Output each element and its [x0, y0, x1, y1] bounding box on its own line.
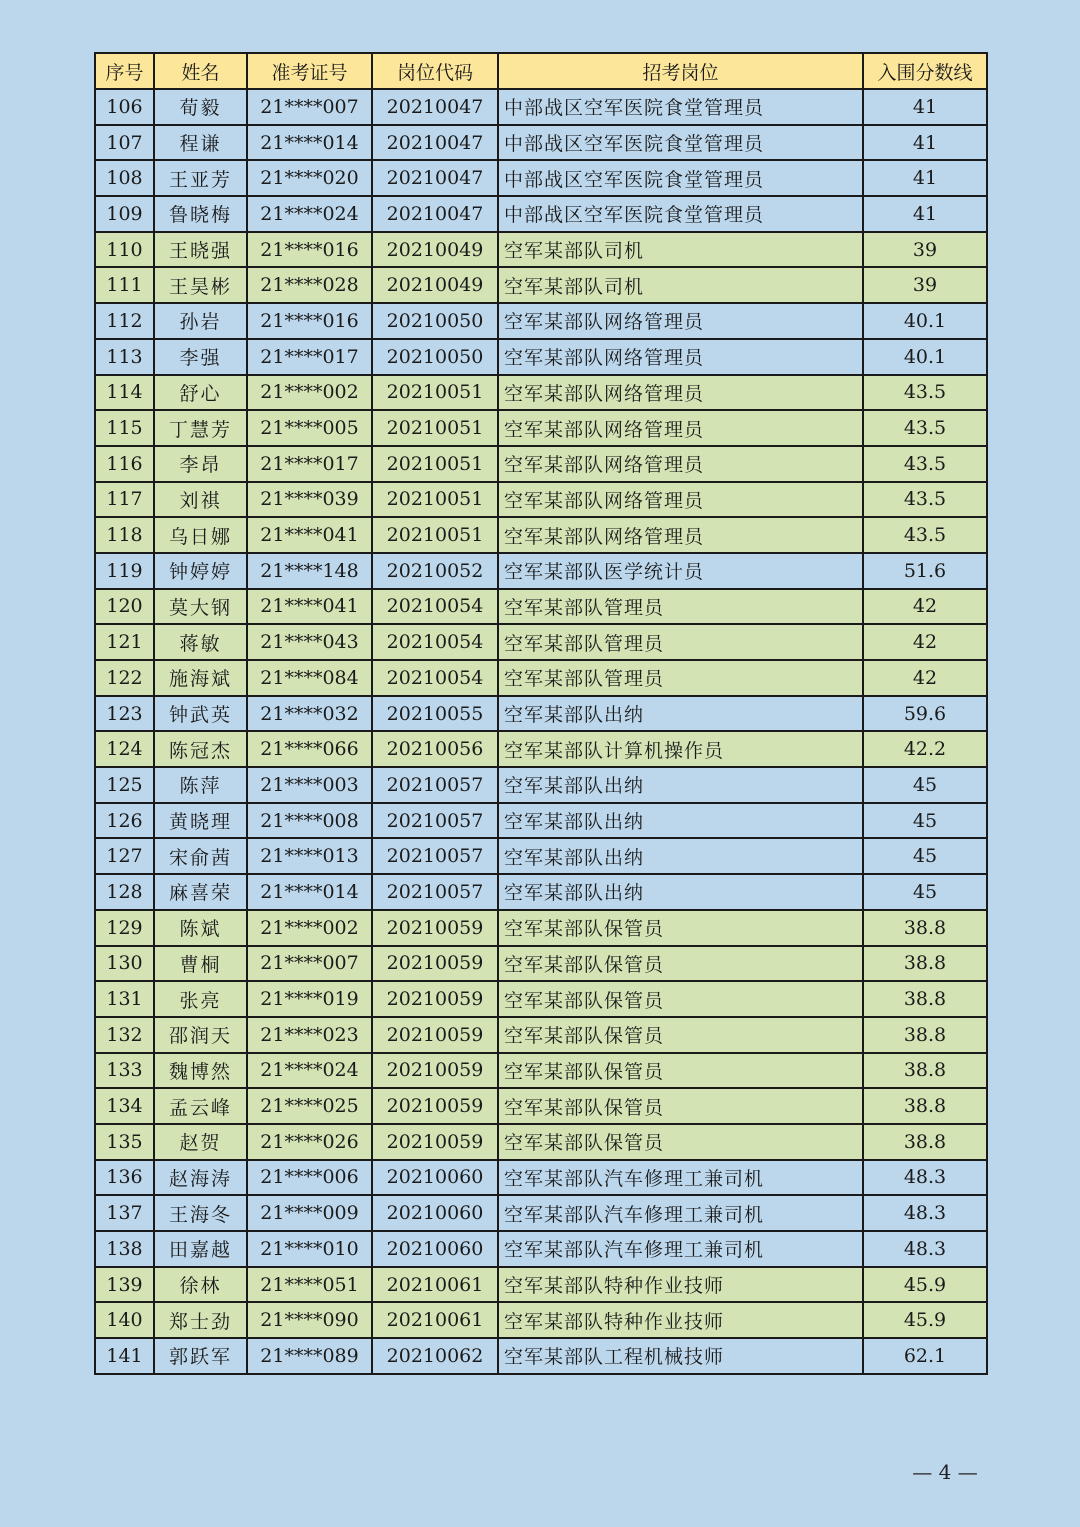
cell-ticket-number: 21****028 — [247, 267, 372, 303]
cell-ticket-number: 21****039 — [247, 482, 372, 518]
cell-post-code: 20210057 — [372, 767, 498, 803]
cell-serial-number: 107 — [95, 125, 154, 161]
cell-name: 荀毅 — [154, 89, 247, 125]
cell-serial-number: 127 — [95, 838, 154, 874]
header-cutoff-score: 入围分数线 — [863, 53, 987, 89]
cell-post-code: 20210060 — [372, 1231, 498, 1267]
cell-ticket-number: 21****002 — [247, 375, 372, 411]
cell-cutoff-score: 39 — [863, 267, 987, 303]
cell-post-code: 20210055 — [372, 696, 498, 732]
cell-post-code: 20210060 — [372, 1160, 498, 1196]
cell-ticket-number: 21****041 — [247, 589, 372, 625]
table-header-row — [95, 53, 987, 89]
cell-post-title: 中部战区空军医院食堂管理员 — [498, 125, 863, 161]
cell-ticket-number: 21****013 — [247, 838, 372, 874]
cell-name: 赵海涛 — [154, 1160, 247, 1196]
cell-serial-number: 106 — [95, 89, 154, 125]
cell-name: 郑士劲 — [154, 1302, 247, 1338]
cell-cutoff-score: 45.9 — [863, 1267, 987, 1303]
cell-serial-number: 111 — [95, 267, 154, 303]
cell-post-title: 空军某部队特种作业技师 — [498, 1267, 863, 1303]
cell-name: 施海斌 — [154, 660, 247, 696]
cell-post-title: 空军某部队汽车修理工兼司机 — [498, 1160, 863, 1196]
cell-ticket-number: 21****026 — [247, 1124, 372, 1160]
cell-post-title: 空军某部队管理员 — [498, 660, 863, 696]
cell-name: 邵润天 — [154, 1017, 247, 1053]
table-row — [95, 1195, 987, 1231]
cell-post-title: 空军某部队保管员 — [498, 1124, 863, 1160]
cell-post-title: 中部战区空军医院食堂管理员 — [498, 160, 863, 196]
cell-post-code: 20210050 — [372, 303, 498, 339]
cell-serial-number: 131 — [95, 981, 154, 1017]
cell-name: 陈萍 — [154, 767, 247, 803]
cell-ticket-number: 21****148 — [247, 553, 372, 589]
cell-serial-number: 123 — [95, 696, 154, 732]
table-row — [95, 446, 987, 482]
cell-post-title: 空军某部队司机 — [498, 232, 863, 268]
cell-serial-number: 130 — [95, 946, 154, 982]
cell-cutoff-score: 51.6 — [863, 553, 987, 589]
cell-ticket-number: 21****090 — [247, 1302, 372, 1338]
table-row — [95, 303, 987, 339]
table-row — [95, 1124, 987, 1160]
cell-post-code: 20210059 — [372, 1053, 498, 1089]
cell-cutoff-score: 38.8 — [863, 1053, 987, 1089]
cell-post-title: 空军某部队保管员 — [498, 1017, 863, 1053]
cell-post-title: 空军某部队司机 — [498, 267, 863, 303]
cell-cutoff-score: 40.1 — [863, 339, 987, 375]
cell-post-title: 空军某部队网络管理员 — [498, 482, 863, 518]
cell-post-title: 空军某部队网络管理员 — [498, 410, 863, 446]
table-row — [95, 1017, 987, 1053]
cell-name: 孟云峰 — [154, 1088, 247, 1124]
cell-post-code: 20210052 — [372, 553, 498, 589]
cell-serial-number: 124 — [95, 731, 154, 767]
table-row — [95, 981, 987, 1017]
cell-cutoff-score: 42 — [863, 660, 987, 696]
cell-post-code: 20210050 — [372, 339, 498, 375]
cell-post-title: 空军某部队出纳 — [498, 803, 863, 839]
cell-name: 麻喜荣 — [154, 874, 247, 910]
table-row — [95, 553, 987, 589]
cell-serial-number: 129 — [95, 910, 154, 946]
cell-cutoff-score: 43.5 — [863, 446, 987, 482]
cell-cutoff-score: 42 — [863, 624, 987, 660]
cell-name: 宋俞茜 — [154, 838, 247, 874]
cell-ticket-number: 21****089 — [247, 1338, 372, 1374]
cell-post-code: 20210051 — [372, 375, 498, 411]
cell-post-code: 20210054 — [372, 660, 498, 696]
cell-post-code: 20210047 — [372, 89, 498, 125]
cell-serial-number: 137 — [95, 1195, 154, 1231]
cell-cutoff-score: 42 — [863, 589, 987, 625]
cell-cutoff-score: 39 — [863, 232, 987, 268]
cell-name: 田嘉越 — [154, 1231, 247, 1267]
header-name: 姓名 — [154, 53, 247, 89]
cell-cutoff-score: 45.9 — [863, 1302, 987, 1338]
cell-post-code: 20210059 — [372, 1124, 498, 1160]
cell-ticket-number: 21****009 — [247, 1195, 372, 1231]
cell-cutoff-score: 45 — [863, 874, 987, 910]
cell-post-code: 20210057 — [372, 803, 498, 839]
header-ticket-number: 准考证号 — [247, 53, 372, 89]
cell-ticket-number: 21****043 — [247, 624, 372, 660]
cell-cutoff-score: 41 — [863, 196, 987, 232]
cell-ticket-number: 21****041 — [247, 517, 372, 553]
cell-post-code: 20210049 — [372, 267, 498, 303]
cell-serial-number: 108 — [95, 160, 154, 196]
cell-ticket-number: 21****084 — [247, 660, 372, 696]
cell-post-title: 空军某部队网络管理员 — [498, 303, 863, 339]
table-row — [95, 375, 987, 411]
cell-post-title: 空军某部队网络管理员 — [498, 517, 863, 553]
cell-serial-number: 132 — [95, 1017, 154, 1053]
cell-ticket-number: 21****016 — [247, 303, 372, 339]
cell-serial-number: 126 — [95, 803, 154, 839]
table-row — [95, 482, 987, 518]
cell-ticket-number: 21****017 — [247, 446, 372, 482]
table-row — [95, 1338, 987, 1374]
table-row — [95, 767, 987, 803]
cell-post-title: 空军某部队保管员 — [498, 981, 863, 1017]
cell-post-code: 20210047 — [372, 196, 498, 232]
table-row — [95, 125, 987, 161]
cell-name: 蒋敏 — [154, 624, 247, 660]
cell-ticket-number: 21****016 — [247, 232, 372, 268]
cell-post-code: 20210059 — [372, 910, 498, 946]
cell-cutoff-score: 40.1 — [863, 303, 987, 339]
cell-serial-number: 112 — [95, 303, 154, 339]
cell-name: 郭跃军 — [154, 1338, 247, 1374]
cell-post-title: 空军某部队特种作业技师 — [498, 1302, 863, 1338]
cell-cutoff-score: 62.1 — [863, 1338, 987, 1374]
cell-post-title: 空军某部队网络管理员 — [498, 446, 863, 482]
cell-serial-number: 134 — [95, 1088, 154, 1124]
table-row — [95, 517, 987, 553]
cell-post-code: 20210056 — [372, 731, 498, 767]
table-row — [95, 1267, 987, 1303]
cell-ticket-number: 21****066 — [247, 731, 372, 767]
cell-name: 舒心 — [154, 375, 247, 411]
cell-serial-number: 109 — [95, 196, 154, 232]
cell-ticket-number: 21****002 — [247, 910, 372, 946]
cell-cutoff-score: 41 — [863, 160, 987, 196]
cell-ticket-number: 21****014 — [247, 125, 372, 161]
cell-name: 刘祺 — [154, 482, 247, 518]
table-row — [95, 160, 987, 196]
cell-serial-number: 133 — [95, 1053, 154, 1089]
cell-name: 王昊彬 — [154, 267, 247, 303]
cell-post-title: 空军某部队出纳 — [498, 696, 863, 732]
cell-post-code: 20210059 — [372, 1088, 498, 1124]
cell-cutoff-score: 45 — [863, 803, 987, 839]
cell-ticket-number: 21****024 — [247, 196, 372, 232]
cell-post-title: 空军某部队管理员 — [498, 624, 863, 660]
cell-cutoff-score: 42.2 — [863, 731, 987, 767]
cell-cutoff-score: 38.8 — [863, 981, 987, 1017]
table-row — [95, 89, 987, 125]
cell-ticket-number: 21****008 — [247, 803, 372, 839]
cell-serial-number: 125 — [95, 767, 154, 803]
cell-ticket-number: 21****020 — [247, 160, 372, 196]
cell-serial-number: 120 — [95, 589, 154, 625]
cell-post-code: 20210051 — [372, 482, 498, 518]
cell-name: 陈斌 — [154, 910, 247, 946]
table-row — [95, 339, 987, 375]
table-row — [95, 660, 987, 696]
cell-serial-number: 136 — [95, 1160, 154, 1196]
cell-ticket-number: 21****023 — [247, 1017, 372, 1053]
cell-serial-number: 117 — [95, 482, 154, 518]
cell-post-title: 空军某部队汽车修理工兼司机 — [498, 1195, 863, 1231]
cell-post-title: 空军某部队保管员 — [498, 1053, 863, 1089]
cell-serial-number: 114 — [95, 375, 154, 411]
cell-post-code: 20210047 — [372, 125, 498, 161]
cell-serial-number: 118 — [95, 517, 154, 553]
cell-serial-number: 119 — [95, 553, 154, 589]
cell-serial-number: 121 — [95, 624, 154, 660]
cell-serial-number: 113 — [95, 339, 154, 375]
table-row — [95, 410, 987, 446]
header-post-title: 招考岗位 — [498, 53, 863, 89]
cell-name: 陈冠杰 — [154, 731, 247, 767]
cell-cutoff-score: 48.3 — [863, 1195, 987, 1231]
cell-name: 徐林 — [154, 1267, 247, 1303]
table-row — [95, 1302, 987, 1338]
cell-serial-number: 139 — [95, 1267, 154, 1303]
cell-post-code: 20210051 — [372, 410, 498, 446]
cell-name: 赵贺 — [154, 1124, 247, 1160]
cell-ticket-number: 21****017 — [247, 339, 372, 375]
cell-post-title: 空军某部队保管员 — [498, 910, 863, 946]
cell-ticket-number: 21****032 — [247, 696, 372, 732]
table-row — [95, 696, 987, 732]
cell-post-code: 20210060 — [372, 1195, 498, 1231]
cell-post-code: 20210051 — [372, 517, 498, 553]
cell-cutoff-score: 43.5 — [863, 517, 987, 553]
cell-ticket-number: 21****003 — [247, 767, 372, 803]
cell-cutoff-score: 45 — [863, 767, 987, 803]
cell-post-code: 20210054 — [372, 624, 498, 660]
cell-cutoff-score: 48.3 — [863, 1231, 987, 1267]
cell-ticket-number: 21****051 — [247, 1267, 372, 1303]
cell-serial-number: 140 — [95, 1302, 154, 1338]
cell-name: 钟武英 — [154, 696, 247, 732]
cell-cutoff-score: 41 — [863, 125, 987, 161]
table-row — [95, 874, 987, 910]
table-row — [95, 589, 987, 625]
cell-post-code: 20210047 — [372, 160, 498, 196]
table-row — [95, 910, 987, 946]
cell-post-title: 空军某部队出纳 — [498, 874, 863, 910]
cell-serial-number: 110 — [95, 232, 154, 268]
cell-name: 李强 — [154, 339, 247, 375]
cell-ticket-number: 21****005 — [247, 410, 372, 446]
cell-post-title: 中部战区空军医院食堂管理员 — [498, 89, 863, 125]
cell-post-code: 20210059 — [372, 981, 498, 1017]
cell-ticket-number: 21****025 — [247, 1088, 372, 1124]
cell-ticket-number: 21****010 — [247, 1231, 372, 1267]
cell-cutoff-score: 45 — [863, 838, 987, 874]
cell-name: 黄晓理 — [154, 803, 247, 839]
cell-name: 丁慧芳 — [154, 410, 247, 446]
cell-ticket-number: 21****007 — [247, 89, 372, 125]
cell-post-code: 20210049 — [372, 232, 498, 268]
cell-post-title: 空军某部队保管员 — [498, 1088, 863, 1124]
cell-name: 魏博然 — [154, 1053, 247, 1089]
cell-name: 鲁晓梅 — [154, 196, 247, 232]
cell-serial-number: 128 — [95, 874, 154, 910]
cell-name: 莫大钢 — [154, 589, 247, 625]
cell-cutoff-score: 43.5 — [863, 482, 987, 518]
cell-post-title: 空军某部队保管员 — [498, 946, 863, 982]
cell-cutoff-score: 38.8 — [863, 946, 987, 982]
cell-cutoff-score: 38.8 — [863, 1017, 987, 1053]
cell-post-title: 空军某部队出纳 — [498, 838, 863, 874]
cell-cutoff-score: 38.8 — [863, 1088, 987, 1124]
cell-post-title: 空军某部队医学统计员 — [498, 553, 863, 589]
table-row — [95, 838, 987, 874]
cell-cutoff-score: 38.8 — [863, 910, 987, 946]
table-row — [95, 731, 987, 767]
cell-cutoff-score: 43.5 — [863, 375, 987, 411]
header-post-code: 岗位代码 — [372, 53, 498, 89]
cell-post-title: 中部战区空军医院食堂管理员 — [498, 196, 863, 232]
table-row — [95, 196, 987, 232]
cell-serial-number: 116 — [95, 446, 154, 482]
page-number: — 4 — — [912, 1460, 978, 1484]
cell-name: 乌日娜 — [154, 517, 247, 553]
cell-name: 张亮 — [154, 981, 247, 1017]
cell-post-title: 空军某部队汽车修理工兼司机 — [498, 1231, 863, 1267]
cell-post-code: 20210061 — [372, 1302, 498, 1338]
cell-post-code: 20210051 — [372, 446, 498, 482]
cell-name: 王晓强 — [154, 232, 247, 268]
table-row — [95, 803, 987, 839]
header-serial-number: 序号 — [95, 53, 154, 89]
cell-post-code: 20210062 — [372, 1338, 498, 1374]
cell-cutoff-score: 41 — [863, 89, 987, 125]
cell-serial-number: 115 — [95, 410, 154, 446]
cell-post-code: 20210059 — [372, 1017, 498, 1053]
admission-score-table — [94, 52, 988, 1375]
cell-post-title: 空军某部队网络管理员 — [498, 339, 863, 375]
cell-post-title: 空军某部队工程机械技师 — [498, 1338, 863, 1374]
cell-name: 曹桐 — [154, 946, 247, 982]
cell-post-code: 20210054 — [372, 589, 498, 625]
cell-post-title: 空军某部队网络管理员 — [498, 375, 863, 411]
table-row — [95, 267, 987, 303]
cell-name: 程谦 — [154, 125, 247, 161]
table-row — [95, 624, 987, 660]
cell-name: 王海冬 — [154, 1195, 247, 1231]
cell-post-code: 20210059 — [372, 946, 498, 982]
cell-cutoff-score: 38.8 — [863, 1124, 987, 1160]
cell-post-title: 空军某部队管理员 — [498, 589, 863, 625]
cell-serial-number: 135 — [95, 1124, 154, 1160]
cell-name: 钟婷婷 — [154, 553, 247, 589]
cell-serial-number: 122 — [95, 660, 154, 696]
cell-name: 孙岩 — [154, 303, 247, 339]
table-row — [95, 946, 987, 982]
cell-ticket-number: 21****024 — [247, 1053, 372, 1089]
table-row — [95, 1160, 987, 1196]
table-row — [95, 1088, 987, 1124]
table-row — [95, 1231, 987, 1267]
cell-post-code: 20210057 — [372, 874, 498, 910]
cell-post-title: 空军某部队出纳 — [498, 767, 863, 803]
cell-serial-number: 141 — [95, 1338, 154, 1374]
cell-ticket-number: 21****019 — [247, 981, 372, 1017]
table-row — [95, 232, 987, 268]
cell-cutoff-score: 48.3 — [863, 1160, 987, 1196]
cell-ticket-number: 21****006 — [247, 1160, 372, 1196]
cell-ticket-number: 21****014 — [247, 874, 372, 910]
table-row — [95, 1053, 987, 1089]
cell-name: 李昂 — [154, 446, 247, 482]
cell-post-code: 20210061 — [372, 1267, 498, 1303]
cell-cutoff-score: 59.6 — [863, 696, 987, 732]
cell-ticket-number: 21****007 — [247, 946, 372, 982]
cell-serial-number: 138 — [95, 1231, 154, 1267]
cell-cutoff-score: 43.5 — [863, 410, 987, 446]
cell-post-code: 20210057 — [372, 838, 498, 874]
cell-post-title: 空军某部队计算机操作员 — [498, 731, 863, 767]
cell-name: 王亚芳 — [154, 160, 247, 196]
